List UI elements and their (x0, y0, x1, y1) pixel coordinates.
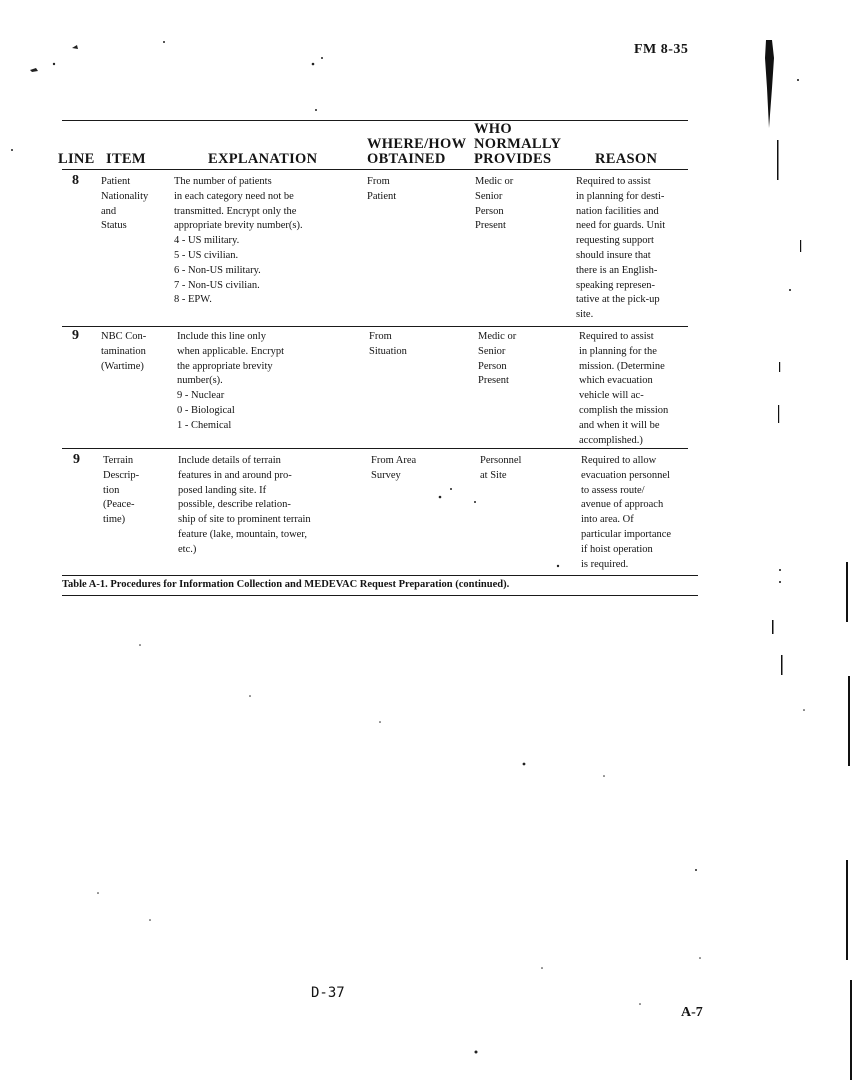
row-1-rule (62, 326, 688, 327)
row-1-line: 8 (72, 173, 79, 188)
row-1-item: Patient Nationality and Status (101, 176, 149, 232)
table-top-rule (62, 120, 688, 121)
table-bottom-rule (62, 575, 698, 576)
header-rule (62, 169, 688, 170)
row-2-reason: Required to assist in planning for the mission. (Determine which evacuation vehicle will ac- complish the mission and when it will be accomplished.) (579, 331, 669, 446)
row-2-where: From Situation (369, 331, 407, 357)
row-1-reason: Required to assist in planning for desti- nation facilities and need for guards. Unit requesting support should insure that there is an English- speaking represen- tative at the pick-up site. (576, 176, 666, 321)
row-3-who: Personnel at Site (480, 455, 522, 481)
row-3-where: From Area Survey (371, 455, 417, 481)
row-2-explanation: Include this line only when applicable. Encrypt the appropriate brevity number(s). 9 - Nuclear 0 - Biological 1 - Chemical (177, 331, 284, 431)
row-3-line: 9 (73, 452, 80, 467)
header-where-how-1: WHERE/HOW (367, 136, 467, 152)
header-item: ITEM (106, 151, 146, 167)
row-1-explanation: The number of patients in each category need not be transmitted. Encrypt only the appropriate brevity number(s). 4 - US military. 5 - US civilian. 6 - Non-US military. 7 - Non-US civilian. 8 - EPW. (174, 176, 303, 306)
row-3-reason: Required to allow evacuation personnel to assess route/ avenue of approach into area. Of particular importance if hoist operation is required. (581, 455, 672, 570)
row-1-where: From Patient (367, 176, 397, 202)
header-who-3: PROVIDES (474, 151, 552, 167)
row-3-explanation: Include details of terrain features in and around pro- posed landing site. If possible, describe relation- ship of site to prominent terrain feature (lake, mountain, tower, etc.) (178, 455, 311, 555)
header-reason: REASON (595, 151, 658, 167)
section-page-number: A-7 (681, 1005, 703, 1020)
header-line: LINE (58, 151, 95, 167)
row-2-line: 9 (72, 328, 79, 343)
row-2-item: NBC Con- tamination (Wartime) (101, 331, 147, 372)
row-2-who: Medic or Senior Person Present (478, 331, 517, 387)
header-explanation: EXPLANATION (208, 151, 318, 167)
document-code: FM 8-35 (634, 42, 689, 57)
table-caption: Table A-1. Procedures for Information Collection and MEDEVAC Request Preparation (continued). (62, 579, 510, 590)
row-3-item: Terrain Descrip- tion (Peace- time) (103, 455, 140, 526)
header-where-how-2: OBTAINED (367, 151, 446, 167)
header-who-1: WHO (474, 121, 512, 137)
caption-rule (62, 595, 698, 596)
row-2-rule (62, 448, 688, 449)
page-number: D-37 (311, 985, 345, 1001)
header-who-2: NORMALLY (474, 136, 562, 152)
row-1-who: Medic or Senior Person Present (475, 176, 514, 232)
